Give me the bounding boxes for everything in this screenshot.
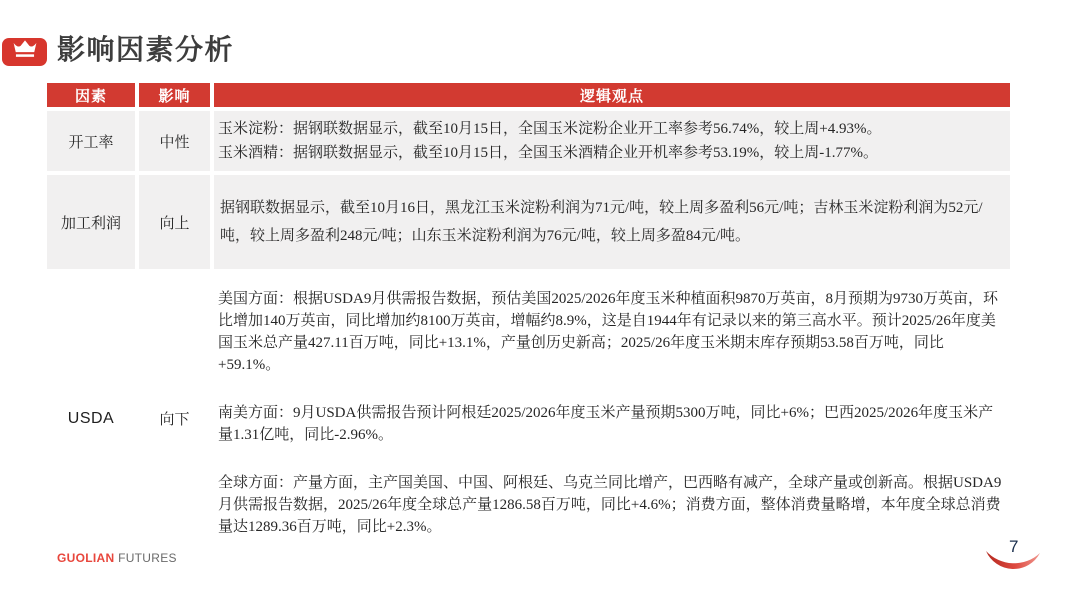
impact-cell-usda: 向下 bbox=[159, 412, 190, 428]
col-header-logic: 逻辑观点 bbox=[214, 83, 1010, 107]
company-logo-secondary: FUTURES bbox=[118, 551, 177, 565]
page-number: 7 bbox=[1009, 537, 1019, 556]
factor-cell-processing-profit: 加工利润 bbox=[47, 175, 135, 269]
logic-line-corn-starch: 玉米淀粉：据钢联数据显示，截至10月15日，全国玉米淀粉企业开工率参考56.74%，较上周+4.93%。 bbox=[218, 121, 882, 137]
logic-cell-usda bbox=[214, 273, 1010, 564]
col-header-factor: 因素 bbox=[47, 83, 135, 107]
impact-cell-operating-rate: 中性 bbox=[139, 111, 210, 171]
logic-paragraph-us: 美国方面：根据USDA9月供需报告数据，预估美国2025/2026年度玉米种植面积9870万英亩，8月预期为9730万英亩，环比增加140万英亩，同比增加约8100万英亩，增幅约8.9%，这是自1944年有记录以来的第三高水平。预计2025/26年度美国玉米总产量427.11百万吨，同比+13.1%，产量创历史新高；2025/26年度玉米期末库存预期53.58百万吨，同比+59.1%。 bbox=[218, 291, 999, 373]
logic-cell-processing-profit bbox=[214, 175, 1010, 269]
logic-paragraph-global: 全球方面：产量方面，主产国美国、中国、阿根廷、乌克兰同比增产，巴西略有减产，全球产量或创新高。根据USDA9月供需报告数据，2025/26年度全球总产量1286.58百万吨，同比+4.6%；消费方面，整体消费量略增，本年度全球总消费量达1289.36百万吨，同比+2.3%。 bbox=[218, 475, 1002, 535]
title-badge bbox=[2, 38, 47, 66]
logic-cell-operating-rate bbox=[214, 111, 1010, 171]
company-logo bbox=[57, 551, 177, 565]
page-title: 影响因素分析 bbox=[57, 34, 235, 65]
company-logo-primary: GUOLIAN bbox=[57, 551, 115, 565]
factor-cell-operating-rate: 开工率 bbox=[47, 111, 135, 171]
logic-line-corn-ethanol: 玉米酒精：据钢联数据显示，截至10月15日，全国玉米酒精企业开机率参考53.19%，较上周-1.77%。 bbox=[218, 145, 878, 161]
page-marker bbox=[982, 537, 1044, 585]
factor-table bbox=[47, 83, 1010, 564]
logic-line-profit: 据钢联数据显示，截至10月16日，黑龙江玉米淀粉利润为71元/吨，较上周多盈利56元/吨；吉林玉米淀粉利润为52元/吨，较上周多盈利248元/吨；山东玉米淀粉利润为76元/吨，较上周多盈84元/吨。 bbox=[220, 200, 983, 244]
factor-cell-usda: USDA bbox=[67, 409, 115, 427]
crown-icon bbox=[12, 40, 38, 65]
impact-cell-processing-profit: 向上 bbox=[139, 175, 210, 269]
col-header-impact: 影响 bbox=[139, 83, 210, 107]
logic-paragraph-south-america: 南美方面：9月USDA供需报告预计阿根廷2025/2026年度玉米产量预期5300万吨，同比+6%；巴西2025/2026年度玉米产量1.31亿吨，同比-2.96%。 bbox=[218, 405, 994, 443]
